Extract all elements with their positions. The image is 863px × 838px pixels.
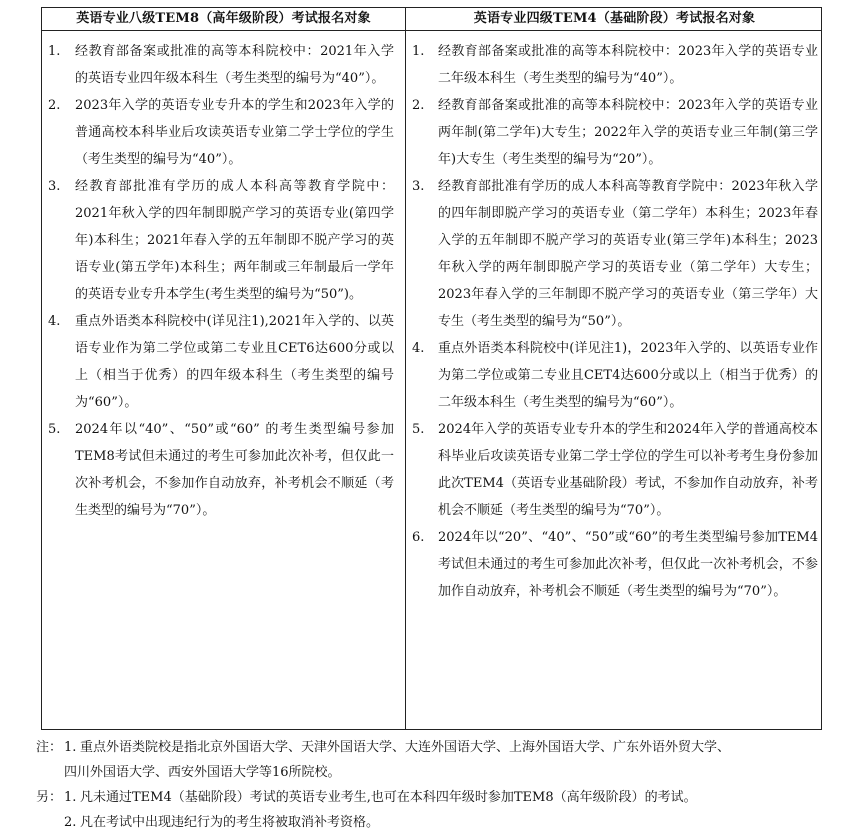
header-divider: [42, 30, 821, 31]
tem8-column: [42, 38, 394, 524]
item-number: 1.: [48, 44, 61, 59]
note-number: 1.: [64, 740, 77, 755]
also-text: 凡在考试中出现违纪行为的考生将被取消补考资格。: [80, 815, 380, 830]
item-number: 2.: [412, 98, 425, 113]
item-text: 重点外语类本科院校中(详见注1)，2023年入学的、以英语专业作为第二学位或第二专业且CET4达600分或以上（相当于优秀）的二年级本科生（考生类型的编号为“60”）。: [438, 341, 818, 410]
item-text: 2024年入学的英语专业专升本的学生和2024年入学的普通高校本科毕业后攻读英语专业第二学士学位的学生可以补考考生身份参加此次TEM4（英语专业基础阶段）考试，不参加作自动放弃，补考机会不顺延（考生类型的编号为“70”）。: [438, 422, 818, 518]
tem4-item: [406, 416, 818, 524]
tem4-column: [406, 38, 818, 605]
item-number: 3.: [48, 179, 61, 194]
also-text: 凡未通过TEM4（基础阶段）考试的英语专业考生,也可在本科四年级时参加TEM8（高年级阶段）的考试。: [80, 790, 697, 805]
tem4-item: [406, 524, 818, 605]
tem4-item: [406, 92, 818, 173]
item-text: 经教育部批准有学历的成人本科高等教育学院中：2021年秋入学的四年制即脱产学习的英语专业(第四学年)本科生；2021年春入学的五年制即不脱产学习的英语专业(第五学年)本科生；两年制或三年制最后一学年的英语专业专升本学生(考生类型的编号为“50”)。: [75, 179, 394, 302]
note-1: [36, 735, 836, 760]
tem8-item: [42, 308, 394, 416]
tem4-column-header: 英语专业四级TEM4（基础阶段）考试报名对象: [473, 11, 756, 26]
tem8-item: [42, 173, 394, 308]
notes-section: [36, 735, 836, 835]
eligibility-table: [41, 7, 822, 730]
note-text: 重点外语类院校是指北京外国语大学、天津外国语大学、大连外国语大学、上海外国语大学、广东外语外贸大学、: [80, 740, 731, 755]
also-2: [36, 810, 836, 835]
item-text: 2023年入学的英语专业专升本的学生和2023年入学的普通高校本科毕业后攻读英语专业第二学士学位的学生（考生类型的编号为“40”）。: [75, 98, 394, 167]
item-text: 经教育部备案或批准的高等本科院校中：2023年入学的英语专业二年级本科生（考生类型的编号为“40”）。: [438, 44, 818, 86]
item-number: 3.: [412, 179, 425, 194]
item-text: 经教育部备案或批准的高等本科院校中：2023年入学的英语专业两年制(第二学年)大专生；2022年入学的英语专业三年制(第三学年)大专生（考生类型的编号为“20”）。: [438, 98, 818, 167]
item-number: 1.: [412, 44, 425, 59]
item-number: 2.: [48, 98, 61, 113]
item-number: 4.: [412, 341, 425, 356]
also-prefix: 另：: [36, 790, 63, 805]
tem8-item: [42, 416, 394, 524]
item-number: 5.: [412, 422, 425, 437]
note-prefix: 注：: [36, 740, 63, 755]
also-1: [36, 785, 836, 810]
item-text: 重点外语类本科院校中(详见注1),2021年入学的、以英语专业作为第二学位或第二专业且CET6达600分或以上（相当于优秀）的四年级本科生（考生类型的编号为“60”）。: [75, 314, 394, 410]
tem4-item: [406, 335, 818, 416]
also-number: 1.: [64, 790, 77, 805]
tem8-column-header: 英语专业八级TEM8（高年级阶段）考试报名对象: [76, 11, 371, 26]
item-text: 经教育部备案或批准的高等本科院校中：2021年入学的英语专业四年级本科生（考生类型的编号为“40”）。: [75, 44, 394, 86]
tem4-item: [406, 38, 818, 92]
item-number: 6.: [412, 530, 425, 545]
item-text: 2024年以“20”、“40”、“50”或“60”的考生类型编号参加TEM4考试但未通过的考生可参加此次补考，但仅此一次补考机会，不参加作自动放弃，补考机会不顺延（考生类型的编号为“70”）。: [438, 530, 818, 599]
tem4-item: [406, 173, 818, 335]
tem8-item: [42, 92, 394, 173]
also-number: 2.: [64, 815, 77, 830]
item-text: 2024年以“40”、“50”或“60” 的考生类型编号参加TEM8考试但未通过的考生可参加此次补考，但仅此一次补考机会，不参加作自动放弃，补考机会不顺延（考生类型的编号为“70”）。: [75, 422, 394, 518]
item-number: 5.: [48, 422, 61, 437]
note-1-continued: [36, 760, 836, 785]
item-number: 4.: [48, 314, 61, 329]
note-text: 四川外国语大学、西安外国语大学等16所院校。: [64, 765, 341, 780]
tem8-item: [42, 38, 394, 92]
item-text: 经教育部批准有学历的成人本科高等教育学院中：2023年秋入学的四年制即脱产学习的英语专业（第二学年）本科生；2023年春入学的五年制即不脱产学习的英语专业(第三学年)本科生；2023年秋入学的两年制即脱产学习的英语专业（第二学年）大专生；2023年春入学的三年制即不脱产学习的英语专业（第三学年）大专生（考生类型的编号为“50”）。: [438, 179, 818, 329]
